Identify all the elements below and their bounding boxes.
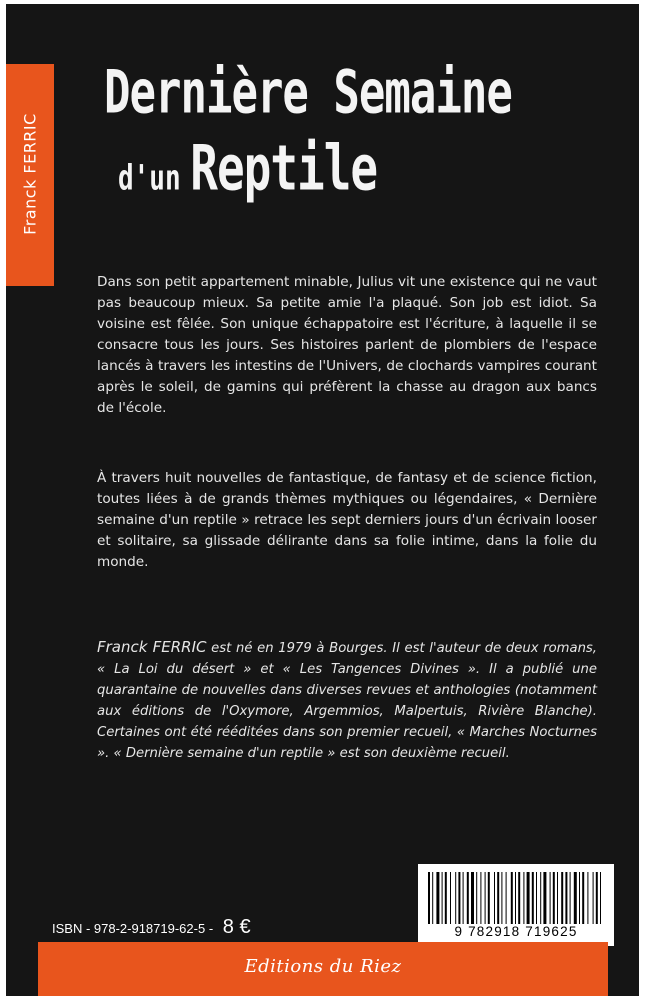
blurb-paragraph-1: Dans son petit appartement minable, Julius vit une existence qui ne vaut pas beaucoup mieux. Sa petite amie l'a plaqué. Son job est idiot. Sa voisine est fêlée. Son unique échappatoire est l'écriture, à laquelle il se consacre tous les jours. Ses histoires parlent de plombiers de l'espace lancés à travers les intestins de l'Univers, de clochards vampires courant après le soleil, de gamins qui préfèrent la chasse au dragon aux bancs de l'école. <box>97 274 597 416</box>
barcode-bar <box>497 872 499 924</box>
barcode-bar <box>485 872 486 924</box>
author-biography <box>97 637 597 764</box>
barcode-bar <box>445 872 447 924</box>
barcode-bar <box>527 872 530 924</box>
barcode-bar <box>543 872 546 924</box>
barcode <box>418 864 614 946</box>
barcode-bar <box>582 872 584 924</box>
barcode-bar <box>515 872 516 924</box>
barcode-bar <box>428 872 430 924</box>
barcode-bar <box>506 872 507 924</box>
book-title <box>104 56 624 219</box>
barcode-bar <box>450 872 451 924</box>
barcode-bar <box>574 872 577 924</box>
title-word-reptile: Reptile <box>190 131 378 205</box>
author-bio-name: Franck FERRIC <box>97 638 207 656</box>
barcode-bar <box>600 872 601 924</box>
barcode-bar <box>557 872 558 924</box>
isbn-number: ISBN - 978-2-918719-62-5 - <box>52 921 214 936</box>
barcode-bar <box>579 872 580 924</box>
barcode-bar <box>561 872 563 924</box>
publisher-name: Editions du Riez <box>244 956 402 977</box>
barcode-bar <box>501 872 502 924</box>
barcode-bar <box>458 872 460 924</box>
barcode-bar <box>536 872 537 924</box>
barcode-bar <box>511 872 513 924</box>
barcode-bars <box>428 872 604 924</box>
barcode-bar <box>436 872 439 924</box>
barcode-number: 9 782918 719625 <box>454 924 578 939</box>
title-line-2 <box>118 132 624 220</box>
title-article: d'un <box>118 158 181 200</box>
barcode-bar <box>471 872 474 924</box>
barcode-bar <box>593 872 594 924</box>
barcode-bar <box>518 872 520 924</box>
barcode-bar <box>494 872 495 924</box>
spine-author-name: Franck FERRIC <box>20 113 40 235</box>
author-bio-text: est né en 1979 à Bourges. Il est l'auteur de deux romans, « La Loi du désert » et « Les Tangences Divines ». Il a publié une quarantaine de nouvelles dans diverses revues et anthologies (notamment aux éditions de l'Oxymore, Argemmios, Malpertuis, Rivière Blanche). Certaines ont été rééditées dans son premier recueil, « Marches Nocturnes ». « Dernière semaine d'un reptile » est son deuxième recueil. <box>97 641 597 761</box>
barcode-bar <box>463 872 464 924</box>
publisher-bar <box>38 942 608 996</box>
barcode-bar <box>432 872 433 924</box>
isbn-line <box>52 916 251 939</box>
barcode-bar <box>480 872 481 924</box>
barcode-bar <box>596 872 598 924</box>
book-back-cover <box>6 4 639 996</box>
price: 8 € <box>222 916 251 938</box>
barcode-bar <box>442 872 443 924</box>
barcode-bar <box>565 872 567 924</box>
spine-author-tab <box>6 64 54 286</box>
barcode-bar <box>570 872 571 924</box>
barcode-bar <box>476 872 477 924</box>
barcode-bar <box>523 872 524 924</box>
barcode-bar <box>455 872 456 924</box>
barcode-bar <box>550 872 551 924</box>
blurb-paragraph-2: À travers huit nouvelles de fantastique, de fantasy et de science fiction, toutes liées à de grands thèmes mythiques ou légendaires, « Dernière semaine d'un reptile » retrace les sept derniers jours d'un écrivain looser et solitaire, sa glissade délirante dans sa folie intime, dans la folie du monde. <box>97 470 597 570</box>
barcode-bar <box>488 872 490 924</box>
barcode-bar <box>587 872 588 924</box>
barcode-bar <box>553 872 555 924</box>
barcode-bar <box>467 872 469 924</box>
title-line-1: Dernière Semaine <box>104 58 512 128</box>
barcode-bar <box>540 872 541 924</box>
barcode-bar <box>532 872 534 924</box>
